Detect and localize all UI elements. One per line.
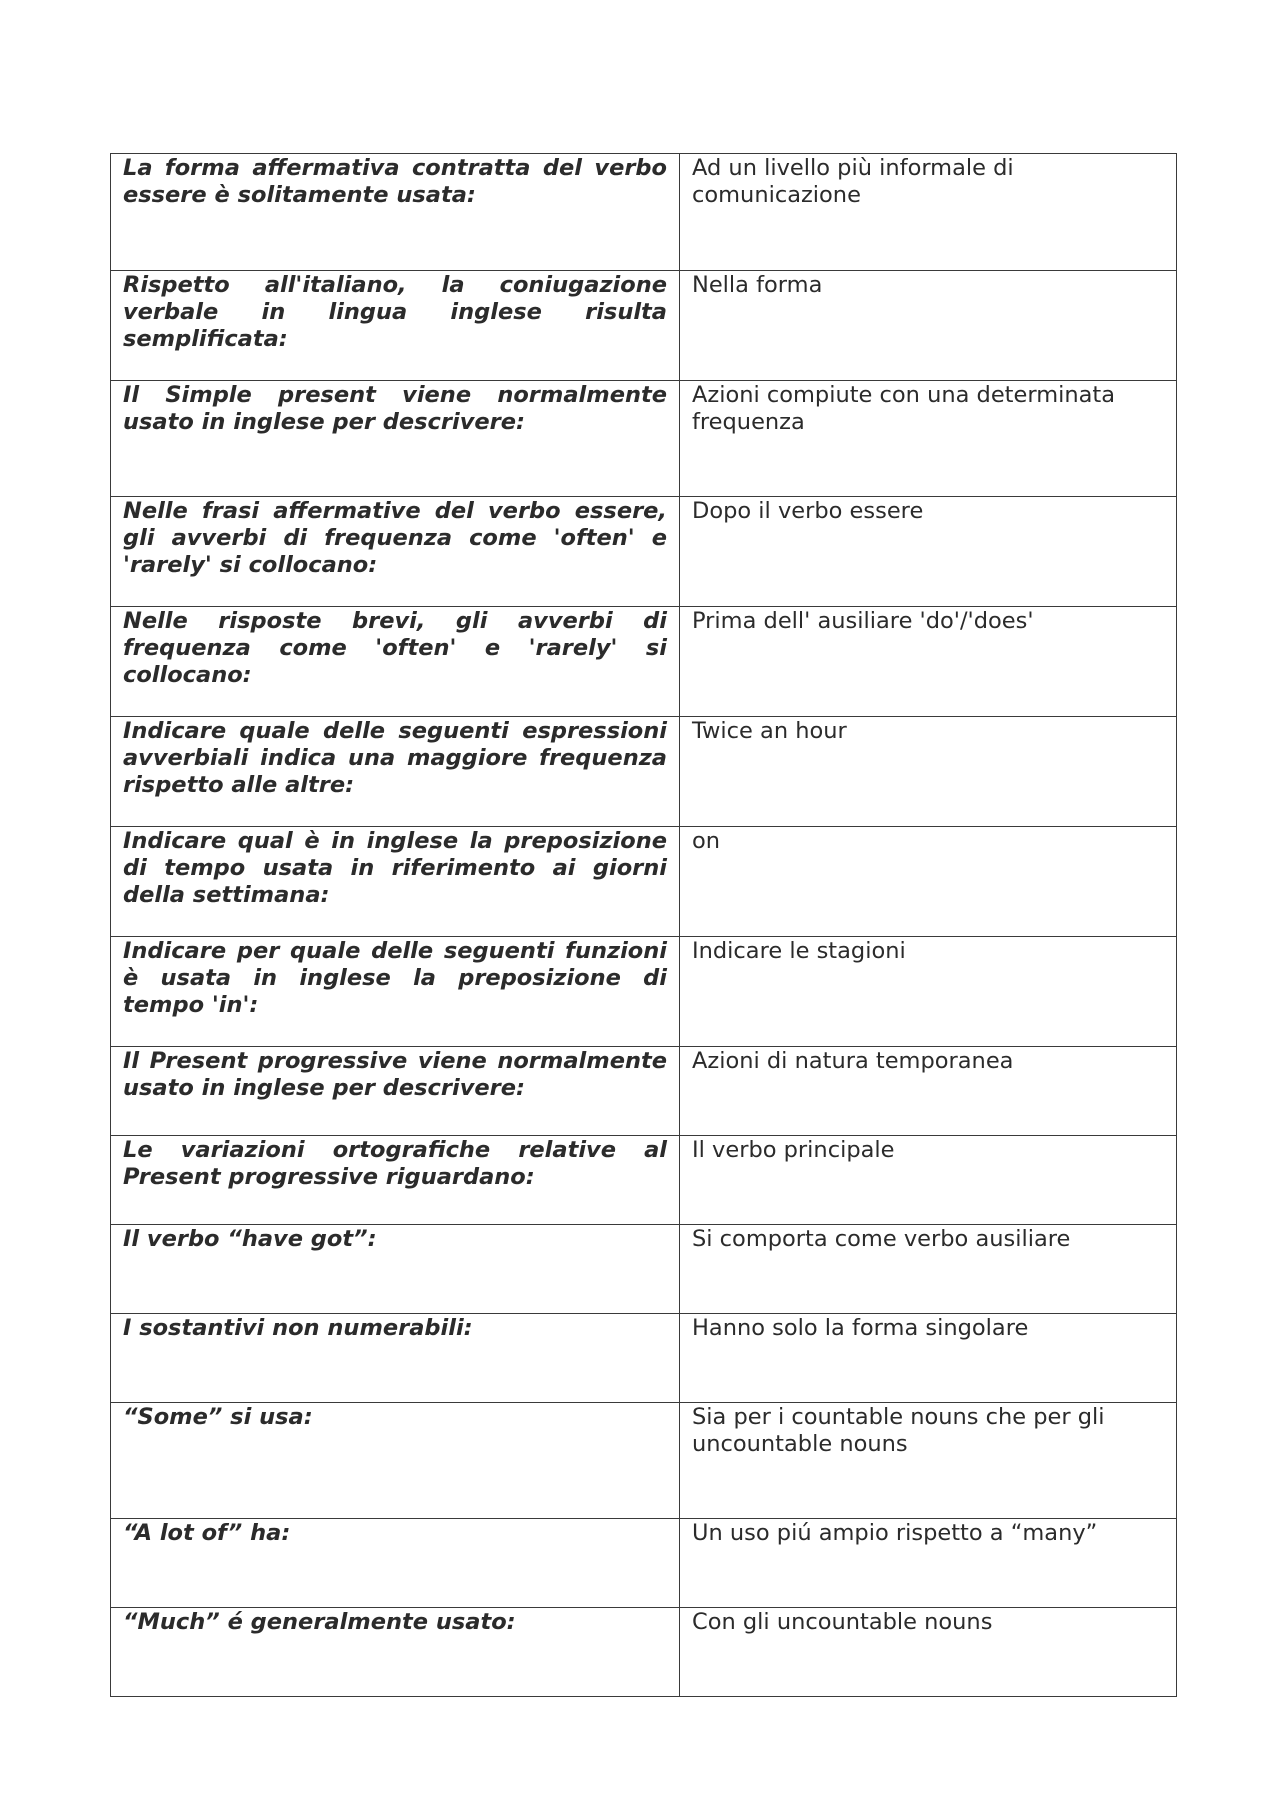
- answer-text: Azioni compiute con una determinata frequenza: [692, 382, 1116, 435]
- question-text: “Much” é generalmente usato:: [123, 1609, 516, 1635]
- table-row: [111, 1225, 1177, 1314]
- question-cell: [111, 827, 680, 937]
- answer-cell: [680, 271, 1177, 381]
- answer-cell: [680, 1225, 1177, 1314]
- answer-cell: [680, 154, 1177, 271]
- answer-text: Hanno solo la forma singolare: [692, 1315, 1029, 1341]
- qa-table: [110, 153, 1177, 1697]
- table-row: [111, 381, 1177, 497]
- question-text: Il Present progressive viene normalmente usato in inglese per descrivere:: [123, 1048, 667, 1101]
- question-cell: [111, 937, 680, 1047]
- answer-text: Si comporta come verbo ausiliare: [692, 1226, 1071, 1252]
- answer-text: on: [692, 828, 721, 854]
- question-text: Nelle risposte brevi, gli avverbi di frequenza come 'often' e 'rarely' si collocano:: [123, 608, 667, 688]
- question-cell: [111, 1225, 680, 1314]
- answer-cell: [680, 607, 1177, 717]
- answer-text: Azioni di natura temporanea: [692, 1048, 1014, 1074]
- answer-text: Nella forma: [692, 272, 823, 298]
- question-text: Indicare quale delle seguenti espressioni avverbiali indica una maggiore frequenza rispetto alle altre:: [123, 718, 667, 798]
- question-cell: [111, 154, 680, 271]
- question-cell: [111, 717, 680, 827]
- table-row: [111, 497, 1177, 607]
- question-text: “Some” si usa:: [123, 1404, 313, 1430]
- table-row: [111, 271, 1177, 381]
- answer-cell: [680, 497, 1177, 607]
- question-cell: [111, 1047, 680, 1136]
- table-row: [111, 1403, 1177, 1519]
- answer-cell: [680, 937, 1177, 1047]
- table-row: [111, 1047, 1177, 1136]
- answer-text: Ad un livello più informale di comunicazione: [692, 155, 1014, 208]
- answer-cell: [680, 827, 1177, 937]
- question-cell: [111, 381, 680, 497]
- answer-cell: [680, 1519, 1177, 1608]
- question-cell: [111, 497, 680, 607]
- table-row: [111, 1314, 1177, 1403]
- answer-text: Un uso piú ampio rispetto a “many”: [692, 1520, 1098, 1546]
- question-cell: [111, 271, 680, 381]
- table-row: [111, 607, 1177, 717]
- answer-cell: [680, 1047, 1177, 1136]
- table-row: [111, 1136, 1177, 1225]
- answer-cell: [680, 717, 1177, 827]
- table-row: [111, 937, 1177, 1047]
- answer-cell: [680, 1314, 1177, 1403]
- table-row: [111, 1519, 1177, 1608]
- table-row: [111, 154, 1177, 271]
- answer-cell: [680, 1136, 1177, 1225]
- question-cell: [111, 1519, 680, 1608]
- question-text: Il Simple present viene normalmente usato in inglese per descrivere:: [123, 382, 667, 435]
- question-text: “A lot of” ha:: [123, 1520, 291, 1546]
- table-row: [111, 1608, 1177, 1697]
- answer-text: Indicare le stagioni: [692, 938, 906, 964]
- answer-text: Prima dell' ausiliare 'do'/'does': [692, 608, 1034, 634]
- answer-text: Twice an hour: [692, 718, 847, 744]
- question-text: Rispetto all'italiano, la coniugazione verbale in lingua inglese risulta semplificata:: [123, 272, 667, 352]
- question-cell: [111, 1314, 680, 1403]
- question-cell: [111, 1608, 680, 1697]
- question-text: I sostantivi non numerabili:: [123, 1315, 473, 1341]
- question-cell: [111, 607, 680, 717]
- question-cell: [111, 1403, 680, 1519]
- table-row: [111, 827, 1177, 937]
- answer-text: Il verbo principale: [692, 1137, 895, 1163]
- question-text: La forma affermativa contratta del verbo essere è solitamente usata:: [123, 155, 667, 208]
- question-text: Le variazioni ortografiche relative al Present progressive riguardano:: [123, 1137, 667, 1190]
- answer-cell: [680, 1608, 1177, 1697]
- answer-cell: [680, 381, 1177, 497]
- question-text: Nelle frasi affermative del verbo essere, gli avverbi di frequenza come 'often' e 'rarely' si collocano:: [123, 498, 667, 578]
- table-row: [111, 717, 1177, 827]
- answer-text: Sia per i countable nouns che per gli uncountable nouns: [692, 1404, 1105, 1457]
- question-cell: [111, 1136, 680, 1225]
- question-text: Il verbo “have got”:: [123, 1226, 377, 1252]
- answer-cell: [680, 1403, 1177, 1519]
- answer-text: Con gli uncountable nouns: [692, 1609, 993, 1635]
- question-text: Indicare qual è in inglese la preposizione di tempo usata in riferimento ai giorni della settimana:: [123, 828, 667, 908]
- question-text: Indicare per quale delle seguenti funzioni è usata in inglese la preposizione di tempo 'in':: [123, 938, 667, 1018]
- answer-text: Dopo il verbo essere: [692, 498, 924, 524]
